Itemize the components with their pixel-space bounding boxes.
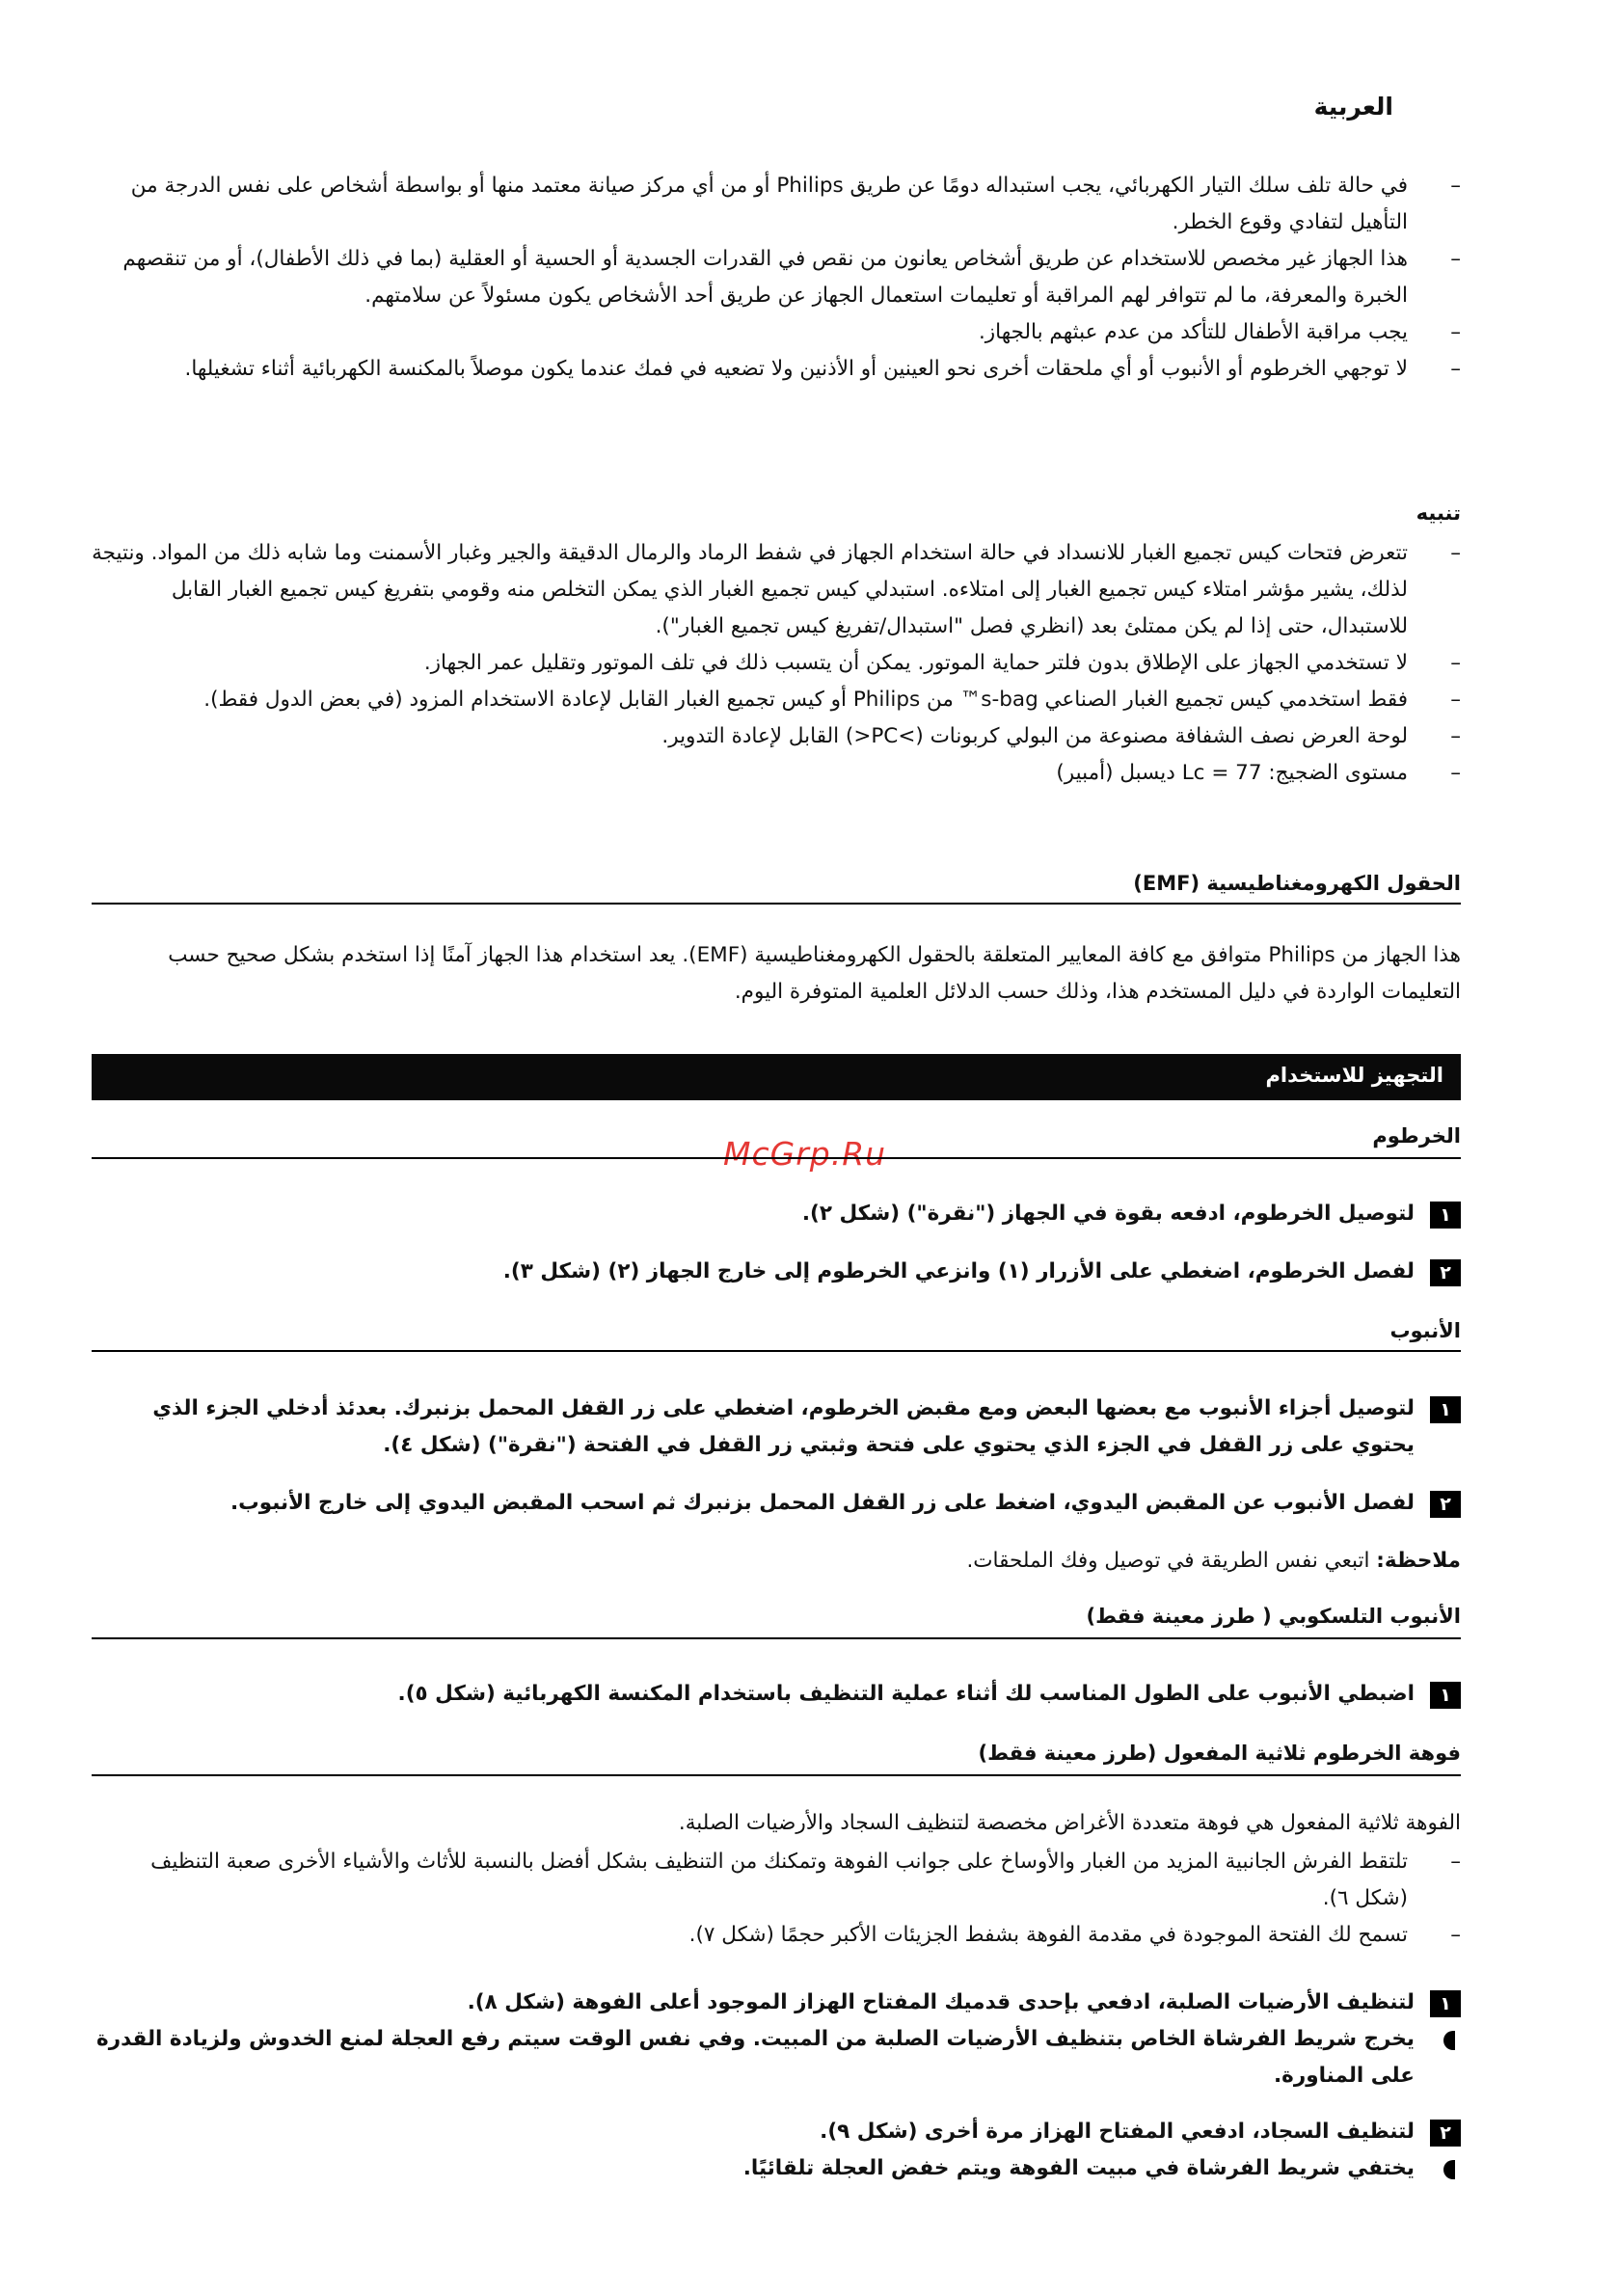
step-number: ٢ bbox=[1430, 1491, 1461, 1518]
step-number: ٢ bbox=[1430, 2120, 1461, 2147]
nozzle-result-1 bbox=[92, 2021, 1461, 2094]
step-text: لفصل الخرطوم، اضغطي على الأزرار (١) وانزعي الخرطوم إلى خارج الجهاز (٢) (شكل ٣). bbox=[502, 1259, 1415, 1283]
step-number: ٢ bbox=[1430, 1259, 1461, 1286]
section-rule bbox=[92, 1774, 1461, 1776]
warning-list bbox=[92, 168, 1461, 388]
step-text: لتوصيل أجزاء الأنبوب مع بعضها البعض ومع مقبض الخرطوم، اضغطي على زر القفل المحمل بزنبرك. بعدئذ أدخلي الجزء الذي يحتوي على زر القفل في الجزء الذي يحتوي على فتحة وثبتي زر القفل في الفتحة ("نقرة") (شكل ٤). bbox=[152, 1396, 1415, 1457]
tube-step-2 bbox=[92, 1485, 1461, 1522]
nozzle-bullets bbox=[92, 1844, 1461, 1954]
caution-item: – تتعرض فتحات كيس تجميع الغبار للانسداد في حالة استخدام الجهاز في شفط الرماد والرمال الدقيقة والجير وغبار الأسمنت وما شابه ذلك من المواد. ونتيجة لذلك، يشير مؤشر امتلاء كيس تجميع الغبار إلى امتلاءه. استبدلي كيس تجميع الغبار الذي يمكن التخلص منه وقومي بتفريغ كيس تجميع الغبار القابل للاستبدال، حتى إذا لم يكن ممتلئ بعد (انظري فصل "استبدال/تفريغ كيس تجميع الغبار"). bbox=[92, 535, 1461, 645]
note-label: ملاحظة: bbox=[1376, 1549, 1461, 1573]
emf-title: الحقول الكهرومغناطيسية (EMF) bbox=[1133, 872, 1461, 895]
nozzle-bullet: – تلتقط الفرش الجانبية المزيد من الغبار والأوساخ على جوانب الفوهة وتمكنك من التنظيف بشكل أفضل بالنسبة للأثاث والأشياء الأخرى صعبة التنظيف (شكل ٦). bbox=[92, 1844, 1461, 1917]
step-text: لفصل الأنبوب عن المقبض اليدوي، اضغط على زر القفل المحمل بزنبرك ثم اسحب المقبض اليدوي إلى خارج الأنبوب. bbox=[230, 1491, 1415, 1515]
hose-step-1 bbox=[92, 1196, 1461, 1232]
nozzle-step-2 bbox=[92, 2114, 1461, 2150]
caution-item: – لا تستخدمي الجهاز على الإطلاق بدون فلتر حماية الموتور. يمكن أن يتسبب ذلك في تلف الموتور وتقليل عمر الجهاز. bbox=[92, 645, 1461, 682]
caution-item: – مستوى الضجيج: Lc = 77 ديسبل (أمبير) bbox=[92, 755, 1461, 792]
nozzle-bullet: – تسمح لك الفتحة الموجودة في مقدمة الفوهة بشفط الجزيئات الأكبر حجمًا (شكل ٧). bbox=[92, 1917, 1461, 1954]
language-header: العربية bbox=[1313, 93, 1393, 121]
step-number: ١ bbox=[1430, 1396, 1461, 1423]
step-number: ١ bbox=[1430, 1202, 1461, 1229]
nozzle-intro: الفوهة ثلاثية المفعول هي فوهة متعددة الأغراض مخصصة لتنظيف السجاد والأرضيات الصلبة. bbox=[678, 1811, 1461, 1835]
section-bar bbox=[92, 1054, 1461, 1100]
caution-title: تنبيه bbox=[1416, 501, 1461, 525]
manual-page bbox=[92, 0, 1461, 2296]
step-text: لتنظيف الأرضيات الصلبة، ادفعي بإحدى قدميك المفتاح الهزاز الموجود أعلى الفوهة (شكل ٨). bbox=[467, 1990, 1415, 2014]
telescopic-title: الأنبوب التلسكوبي ( طرز معينة فقط) bbox=[1086, 1605, 1461, 1628]
tube-step-1 bbox=[92, 1391, 1461, 1464]
section-rule bbox=[92, 903, 1461, 905]
watermark: McGrp.Ru bbox=[723, 1135, 887, 1173]
hose-title: الخرطوم bbox=[1372, 1124, 1461, 1148]
caution-item: – لوحة العرض نصف الشفافة مصنوعة من البولي كربونات (>PC<) القابل لإعادة التدوير. bbox=[92, 718, 1461, 755]
telescopic-step-1 bbox=[92, 1676, 1461, 1713]
emf-text: هذا الجهاز من Philips متوافق مع كافة المعايير المتعلقة بالحقول الكهرومغناطيسية (EMF). يعد استخدام هذا الجهاز آمنًا إذا استخدم بشكل صحيح حسب التعليمات الواردة في دليل المستخدم هذا، وذلك حسب الدلائل العلمية المتوفرة اليوم. bbox=[168, 943, 1461, 1004]
tube-note bbox=[92, 1543, 1461, 1580]
section-rule bbox=[92, 1637, 1461, 1639]
caution-item: – فقط استخدمي كيس تجميع الغبار الصناعي s-bag™ من Philips أو كيس تجميع الغبار القابل لإعادة الاستخدام المزود (في بعض الدول فقط). bbox=[92, 682, 1461, 718]
nozzle-result-2 bbox=[92, 2150, 1461, 2187]
warning-item: – يجب مراقبة الأطفال للتأكد من عدم عبثهم بالجهاز. bbox=[92, 314, 1461, 351]
hose-step-2 bbox=[92, 1254, 1461, 1290]
section-rule bbox=[92, 1350, 1461, 1352]
result-icon bbox=[1443, 2031, 1455, 2050]
step-number: ١ bbox=[1430, 1990, 1461, 2017]
result-icon bbox=[1443, 2160, 1455, 2179]
result-text: يختفي شريط الفرشاة في مبيت الفوهة ويتم خفض العجلة تلقائيًا. bbox=[742, 2156, 1415, 2180]
note-text: اتبعي نفس الطريقة في توصيل وفك الملحقات. bbox=[966, 1549, 1370, 1573]
step-text: لتنظيف السجاد، ادفعي المفتاح الهزاز مرة أخرى (شكل ٩). bbox=[820, 2120, 1415, 2144]
step-text: اضبطي الأنبوب على الطول المناسب لك أثناء عملية التنظيف باستخدام المكنسة الكهربائية (شكل ٥). bbox=[397, 1682, 1415, 1706]
warning-item: – هذا الجهاز غير مخصص للاستخدام عن طريق أشخاص يعانون من نقص في القدرات الجسدية أو الحسية أو العقلية (بما في ذلك الأطفال)، أو من تنقصهم الخبرة والمعرفة، ما لم تتوافر لهم المراقبة أو تعليمات استعمال الجهاز عن طريق أحد الأشخاص يكون مسئولاً عن سلامتهم. bbox=[92, 241, 1461, 314]
warning-item: – لا توجهي الخرطوم أو الأنبوب أو أي ملحقات أخرى نحو العينين أو الأذنين ولا تضعيه في فمك عندما يكون موصلاً بالمكنسة الكهربائية أثناء تشغيلها. bbox=[92, 351, 1461, 388]
step-text: لتوصيل الخرطوم، ادفعه بقوة في الجهاز ("نقرة") (شكل ٢). bbox=[801, 1202, 1415, 1226]
nozzle-step-1 bbox=[92, 1985, 1461, 2021]
tube-title: الأنبوب bbox=[1389, 1319, 1461, 1342]
section-rule bbox=[92, 1157, 1461, 1159]
warning-item: – في حالة تلف سلك التيار الكهربائي، يجب استبداله دومًا عن طريق Philips أو من أي مركز صيانة معتمد منها أو بواسطة أشخاص على نفس الدرجة من التأهيل لتفادي وقوع الخطر. bbox=[92, 168, 1461, 241]
prepare-title: التجهيز للاستخدام bbox=[1265, 1064, 1443, 1087]
result-text: يخرج شريط الفرشاة الخاص بتنظيف الأرضيات الصلبة من المبيت. وفي نفس الوقت سيتم رفع العجلة لمنع الخدوش ولزيادة القدرة على المناورة. bbox=[96, 2027, 1415, 2088]
nozzle-title: فوهة الخرطوم ثلاثية المفعول (طرز معينة فقط) bbox=[978, 1742, 1461, 1765]
step-number: ١ bbox=[1430, 1682, 1461, 1709]
caution-list bbox=[92, 535, 1461, 792]
